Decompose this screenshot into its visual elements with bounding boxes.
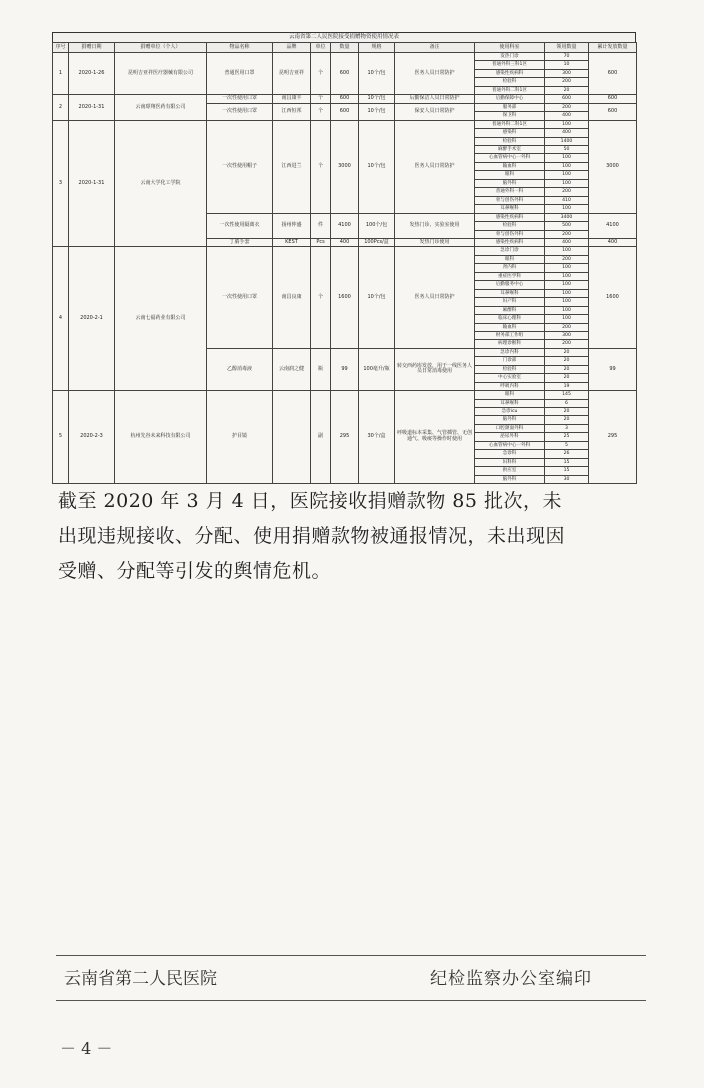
cell-brand: 扬州仲盛 <box>273 213 311 238</box>
cell-received-qty: 1400 <box>545 137 589 145</box>
header-cell: 数量 <box>331 43 359 53</box>
footer-divider-top <box>56 955 646 956</box>
cell-item-name: 普通医用口罩 <box>207 53 273 95</box>
cell-unit: 件 <box>311 213 331 238</box>
cell-department: 感染性疾病科 <box>475 69 545 77</box>
cell-received-qty: 26 <box>545 450 589 458</box>
header-cell: 规格 <box>359 43 395 53</box>
cell-department: 耳鼻喉科 <box>475 205 545 213</box>
summary-line-3: 受赠、分配等引发的舆情危机。 <box>58 560 332 582</box>
cell-received-qty: 100 <box>545 120 589 128</box>
cell-received-qty: 410 <box>545 196 589 204</box>
cell-unit: 个 <box>311 247 331 348</box>
cell-department: 感染性疾病科 <box>475 213 545 221</box>
cell-department: 病理诊断科 <box>475 340 545 348</box>
cell-brand: KEST <box>273 238 311 246</box>
cell-department: 普通外科三科1区 <box>475 61 545 69</box>
cell-received-qty: 19 <box>545 382 589 390</box>
cell-cumulative-total: 99 <box>589 348 637 390</box>
cell-item-name: 一次性使用隔离衣 <box>207 213 273 238</box>
cell-brand: 云南润之健 <box>273 348 311 390</box>
cell-cumulative-total: 1600 <box>589 247 637 348</box>
cell-donor: 昆明吉亚祥医疗器械有限公司 <box>115 53 207 95</box>
cell-department: 普通外科二科1区 <box>475 120 545 128</box>
cell-department: 中心实验室 <box>475 374 545 382</box>
cell-spec: 10个/包 <box>359 53 395 95</box>
cell-serial-no: 3 <box>53 120 69 247</box>
cell-cumulative-total: 600 <box>589 53 637 95</box>
cell-donor: 云南七福药业有限公司 <box>115 247 207 391</box>
cell-department: 输血科 <box>475 162 545 170</box>
cell-received-qty: 100 <box>545 306 589 314</box>
cell-department: 门诊部 <box>475 357 545 365</box>
cell-donor: 云南璟翔医药有限公司 <box>115 95 207 120</box>
cell-donation-date: 2020-2-1 <box>69 247 115 391</box>
cell-item-name: 护目镜 <box>207 391 273 484</box>
cell-cumulative-total: 600 <box>589 95 637 103</box>
cell-brand: 南昌康丰 <box>273 95 311 103</box>
cell-unit: Pcs <box>311 238 331 246</box>
cell-received-qty: 3400 <box>545 213 589 221</box>
cell-brand: 昆明吉亚祥 <box>273 53 311 95</box>
cell-department: 检验科 <box>475 137 545 145</box>
cell-received-qty: 20 <box>545 357 589 365</box>
header-cell: 品牌 <box>273 43 311 53</box>
cell-department: 骨与创伤外科 <box>475 196 545 204</box>
cell-cumulative-total: 3000 <box>589 120 637 213</box>
cell-note: 发热门诊、实验室使用 <box>395 213 475 238</box>
cell-quantity: 600 <box>331 53 359 95</box>
cell-note: 保安人员日常防护 <box>395 103 475 120</box>
cell-serial-no: 4 <box>53 247 69 391</box>
cell-department: 泌尿外科 <box>475 433 545 441</box>
cell-department: 检验科 <box>475 365 545 373</box>
cell-received-qty: 15 <box>545 458 589 466</box>
table-row <box>53 95 637 103</box>
donation-usage-table <box>52 32 636 482</box>
cell-received-qty: 200 <box>545 340 589 348</box>
cell-unit: 个 <box>311 120 331 213</box>
header-cell: 使用科室 <box>475 43 545 53</box>
cell-department: 后勤服务中心 <box>475 281 545 289</box>
cell-department: 检验科 <box>475 78 545 86</box>
cell-received-qty: 100 <box>545 205 589 213</box>
cell-spec: 10个/包 <box>359 247 395 348</box>
cell-note: 发热门诊使用 <box>395 238 475 246</box>
cell-quantity: 600 <box>331 103 359 120</box>
cell-received-qty: 100 <box>545 272 589 280</box>
summary-line-2: 出现违规接收、分配、使用捐赠款物被通报情况，未出现因 <box>58 525 566 547</box>
cell-department: 普通外科二科1区 <box>475 86 545 94</box>
cell-cumulative-total: 295 <box>589 391 637 484</box>
cell-department: 肾内科 <box>475 264 545 272</box>
cell-spec: 100毫升/瓶 <box>359 348 395 390</box>
cell-received-qty: 300 <box>545 69 589 77</box>
cell-department: 骨与创伤外科 <box>475 230 545 238</box>
cell-donation-date: 2020-1-31 <box>69 95 115 120</box>
cell-received-qty: 400 <box>545 238 589 246</box>
cell-department: 急诊科 <box>475 450 545 458</box>
cell-received-qty: 6 <box>545 399 589 407</box>
footer-hospital-name: 云南省第二人民医院 <box>64 969 217 989</box>
cell-department: 麻醉科 <box>475 306 545 314</box>
cell-brand: 江西进兰 <box>273 120 311 213</box>
cell-department: 财务部工作组 <box>475 331 545 339</box>
cell-quantity: 3000 <box>331 120 359 213</box>
cell-item-name: 一次性使用口罩 <box>207 247 273 348</box>
cell-note: 医务人员日常防护 <box>395 53 475 95</box>
cell-item-name: 一次性使用口罩 <box>207 95 273 103</box>
cell-brand: 南昌良康 <box>273 247 311 348</box>
summary-line-1: 截至 2020 年 3 月 4 日，医院接收捐赠款物 85 批次，未 <box>58 490 563 512</box>
cell-received-qty: 600 <box>545 95 589 103</box>
header-cell: 备注 <box>395 43 475 53</box>
header-row <box>53 43 637 53</box>
table-title: 云南省第二人民医院接受捐赠物资使用情况表 <box>52 32 636 42</box>
cell-department: 临床心理科 <box>475 315 545 323</box>
cell-quantity: 4100 <box>331 213 359 238</box>
cell-department: 急诊icu <box>475 408 545 416</box>
cell-quantity: 99 <box>331 348 359 390</box>
cell-note: 后勤保洁人员日常防护 <box>395 95 475 103</box>
cell-donation-date: 2020-1-31 <box>69 120 115 247</box>
cell-serial-no: 5 <box>53 391 69 484</box>
cell-note: 转交西药库发放，用于一线医务人员日常消毒使用 <box>395 348 475 390</box>
cell-department: 后勤保障中心 <box>475 95 545 103</box>
cell-received-qty: 50 <box>545 145 589 153</box>
footer-divider-bottom <box>56 1000 646 1001</box>
cell-received-qty: 5 <box>545 441 589 449</box>
cell-department: 普通外科一科 <box>475 188 545 196</box>
cell-received-qty: 20 <box>545 348 589 356</box>
cell-department: 麻醉手术室 <box>475 145 545 153</box>
cell-received-qty: 100 <box>545 289 589 297</box>
cell-item-name: 乙醇消毒液 <box>207 348 273 390</box>
cell-received-qty: 200 <box>545 230 589 238</box>
cell-brand: 江西恒邦 <box>273 103 311 120</box>
cell-item-name: 一次性使用帽子 <box>207 120 273 213</box>
cell-received-qty: 100 <box>545 162 589 170</box>
footer-office-name: 纪检监察办公室编印 <box>430 969 592 989</box>
cell-department: 检验科 <box>475 222 545 230</box>
cell-received-qty: 400 <box>545 112 589 120</box>
cell-received-qty: 3 <box>545 424 589 432</box>
cell-department: 急诊内科 <box>475 348 545 356</box>
cell-received-qty: 20 <box>545 365 589 373</box>
cell-department: 眼科 <box>475 255 545 263</box>
cell-received-qty: 100 <box>545 179 589 187</box>
cell-department: 发热门诊 <box>475 53 545 61</box>
header-cell: 物品名称 <box>207 43 273 53</box>
table-row <box>53 53 637 61</box>
cell-department: 眼科 <box>475 171 545 179</box>
cell-serial-no: 1 <box>53 53 69 95</box>
cell-received-qty: 15 <box>545 467 589 475</box>
cell-received-qty: 400 <box>545 129 589 137</box>
header-cell: 序号 <box>53 43 69 53</box>
cell-received-qty: 100 <box>545 154 589 162</box>
cell-unit: 个 <box>311 95 331 103</box>
cell-received-qty: 300 <box>545 331 589 339</box>
cell-cumulative-total: 4100 <box>589 213 637 238</box>
cell-quantity: 600 <box>331 95 359 103</box>
cell-received-qty: 10 <box>545 61 589 69</box>
cell-department: 心血管病中心一外科 <box>475 154 545 162</box>
cell-received-qty: 200 <box>545 255 589 263</box>
cell-department: 妇产科 <box>475 298 545 306</box>
cell-brand <box>273 391 311 484</box>
cell-received-qty: 20 <box>545 86 589 94</box>
cell-donation-date: 2020-1-26 <box>69 53 115 95</box>
table-body <box>53 53 637 484</box>
cell-received-qty: 200 <box>545 78 589 86</box>
cell-department: 脑外科 <box>475 179 545 187</box>
cell-received-qty: 20 <box>545 374 589 382</box>
cell-spec: 10个/包 <box>359 103 395 120</box>
cell-quantity: 1600 <box>331 247 359 348</box>
cell-received-qty: 20 <box>545 408 589 416</box>
cell-department: 妇科科 <box>475 458 545 466</box>
header-cell: 累计发放数量 <box>589 43 637 53</box>
cell-unit: 个 <box>311 103 331 120</box>
cell-donation-date: 2020-2-3 <box>69 391 115 484</box>
cell-item-name: 丁腈手套 <box>207 238 273 246</box>
cell-received-qty: 100 <box>545 281 589 289</box>
cell-donor: 杭州先谷未来科技有限公司 <box>115 391 207 484</box>
cell-unit: 副 <box>311 391 331 484</box>
cell-unit: 瓶 <box>311 348 331 390</box>
cell-received-qty: 500 <box>545 222 589 230</box>
cell-spec: 100个/包 <box>359 213 395 238</box>
cell-received-qty: 100 <box>545 247 589 255</box>
cell-department: 供应室 <box>475 467 545 475</box>
header-cell: 捐赠单位（个人） <box>115 43 207 53</box>
cell-department: 输血科 <box>475 323 545 331</box>
cell-department: 感染科 <box>475 129 545 137</box>
cell-department: 耳鼻喉科 <box>475 289 545 297</box>
cell-received-qty: 200 <box>545 188 589 196</box>
cell-serial-no: 2 <box>53 95 69 120</box>
table-row <box>53 247 637 255</box>
cell-department: 口腔颌面外科 <box>475 424 545 432</box>
cell-department: 脑外科 <box>475 416 545 424</box>
table-header <box>53 43 637 53</box>
cell-received-qty: 100 <box>545 264 589 272</box>
table-row <box>53 391 637 399</box>
cell-department: 呼吸内科 <box>475 382 545 390</box>
cell-department: 感染性疾病科 <box>475 238 545 246</box>
cell-note: 医务人员日常防护 <box>395 247 475 348</box>
header-cell: 领用数量 <box>545 43 589 53</box>
cell-note: 医务人员日常防护 <box>395 120 475 213</box>
header-cell: 单位 <box>311 43 331 53</box>
cell-department: 服务部 <box>475 103 545 111</box>
donation-table-grid <box>52 42 637 484</box>
cell-received-qty: 100 <box>545 171 589 179</box>
cell-quantity: 295 <box>331 391 359 484</box>
table-row <box>53 120 637 128</box>
cell-received-qty: 100 <box>545 315 589 323</box>
cell-received-qty: 70 <box>545 53 589 61</box>
cell-department: 保卫科 <box>475 112 545 120</box>
cell-spec: 10个/包 <box>359 120 395 213</box>
cell-unit: 个 <box>311 53 331 95</box>
cell-received-qty: 30 <box>545 475 589 483</box>
cell-item-name: 一次性使用口罩 <box>207 103 273 120</box>
cell-note: 呼吸道标本采集、气管插管、无创通气、吸痰等操作时使用 <box>395 391 475 484</box>
cell-donor: 云南大学化工学院 <box>115 120 207 247</box>
cell-received-qty: 145 <box>545 391 589 399</box>
cell-department: 脑外科 <box>475 475 545 483</box>
cell-department: 耳鼻喉科 <box>475 399 545 407</box>
cell-received-qty: 200 <box>545 323 589 331</box>
cell-received-qty: 100 <box>545 298 589 306</box>
header-cell: 捐赠日期 <box>69 43 115 53</box>
cell-spec: 10个/包 <box>359 95 395 103</box>
cell-received-qty: 25 <box>545 433 589 441</box>
cell-department: 急诊门诊 <box>475 247 545 255</box>
cell-spec: 100Pcs/盒 <box>359 238 395 246</box>
cell-cumulative-total: 600 <box>589 103 637 120</box>
cell-department: 重症医学科 <box>475 272 545 280</box>
cell-received-qty: 200 <box>545 103 589 111</box>
cell-cumulative-total: 400 <box>589 238 637 246</box>
page-number: － 4 － <box>60 1039 113 1058</box>
cell-received-qty: 20 <box>545 416 589 424</box>
cell-quantity: 400 <box>331 238 359 246</box>
cell-department: 心血管病中心一外科 <box>475 441 545 449</box>
cell-spec: 30个/盒 <box>359 391 395 484</box>
cell-department: 眼科 <box>475 391 545 399</box>
